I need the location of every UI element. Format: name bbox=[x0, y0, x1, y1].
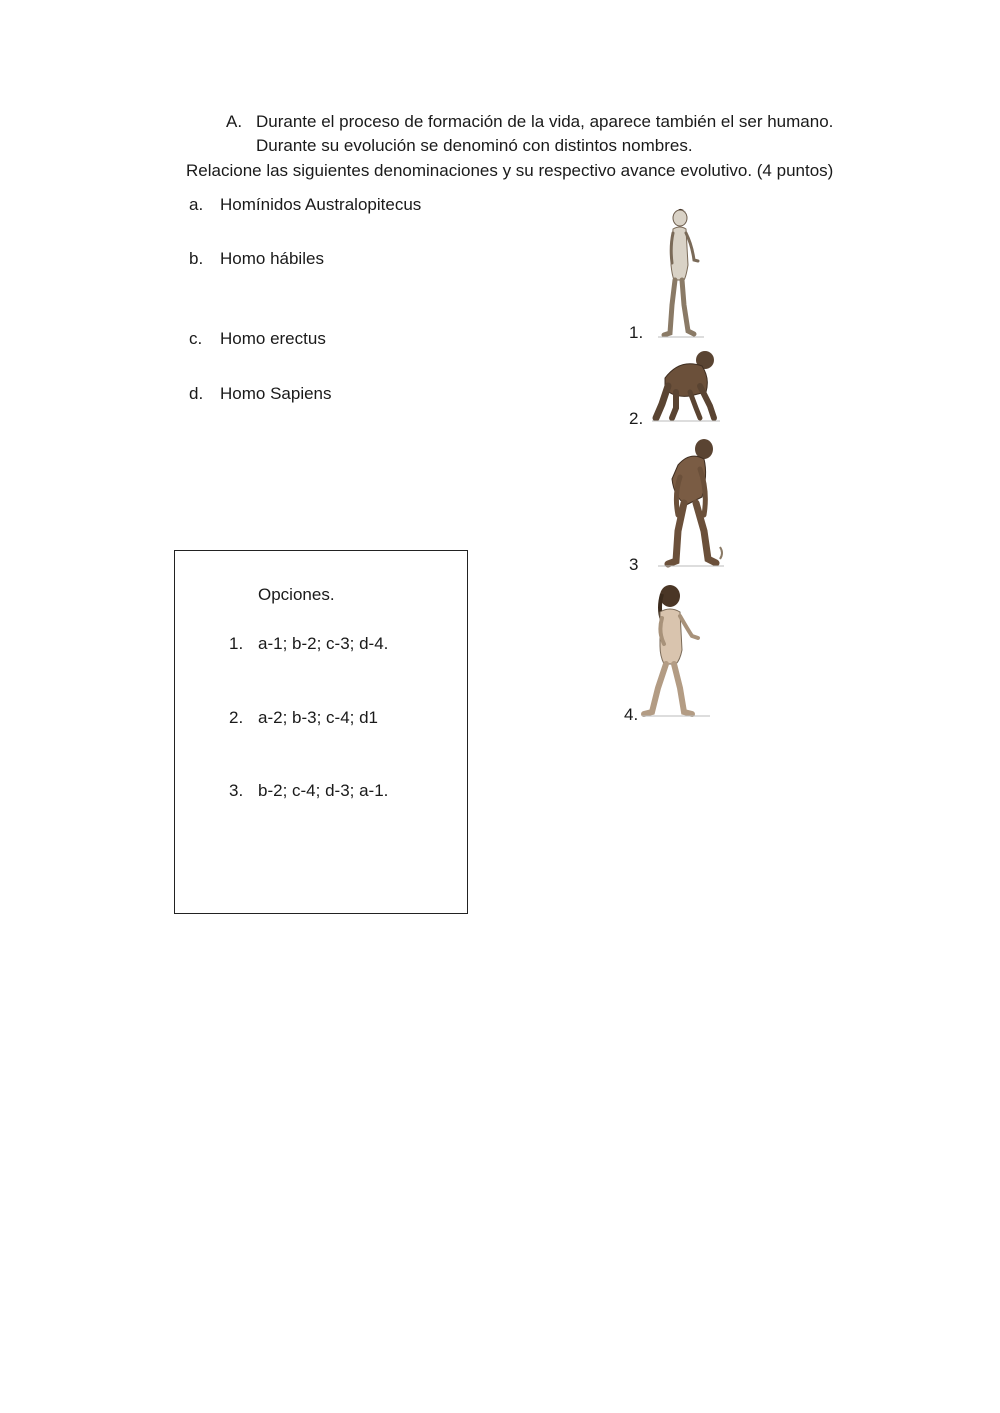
item-d-marker: d. bbox=[189, 384, 204, 403]
option-3-text: b-2; c-4; d-3; a-1. bbox=[258, 781, 389, 800]
question-marker: A. bbox=[226, 112, 243, 131]
question-line-2: Durante su evolución se denominó con distintos nombres. bbox=[256, 136, 693, 155]
item-b-marker: b. bbox=[189, 249, 204, 268]
option-2-marker: 2. bbox=[229, 708, 244, 727]
option-3-marker: 3. bbox=[229, 781, 244, 800]
item-a-text: Homínidos Australopitecus bbox=[220, 195, 422, 214]
option-1-marker: 1. bbox=[229, 634, 244, 653]
options-title: Opciones. bbox=[258, 585, 335, 604]
item-a-marker: a. bbox=[189, 195, 204, 214]
figure-3-label: 3 bbox=[629, 555, 639, 574]
item-c-marker: c. bbox=[189, 329, 203, 348]
figure-1-label: 1. bbox=[629, 323, 644, 342]
upright-human-icon bbox=[648, 205, 708, 340]
stooped-hominid-icon bbox=[648, 435, 726, 570]
figure-2-label: 2. bbox=[629, 409, 644, 428]
item-c-text: Homo erectus bbox=[220, 329, 326, 348]
figure-4-label: 4. bbox=[624, 705, 639, 724]
question-line-1: Durante el proceso de formación de la vida, aparece también el ser humano. bbox=[256, 112, 834, 131]
option-2-text: a-2; b-3; c-4; d1 bbox=[258, 708, 379, 727]
item-b-text: Homo hábiles bbox=[220, 249, 324, 268]
knuckle-walking-ape-icon bbox=[650, 348, 722, 424]
item-d-text: Homo Sapiens bbox=[220, 384, 332, 403]
question-instruction: Relacione las siguientes denominaciones y su respectivo avance evolutivo. (4 puntos) bbox=[186, 161, 834, 180]
option-1-text: a-1; b-2; c-3; d-4. bbox=[258, 634, 389, 653]
early-human-icon bbox=[640, 580, 712, 720]
